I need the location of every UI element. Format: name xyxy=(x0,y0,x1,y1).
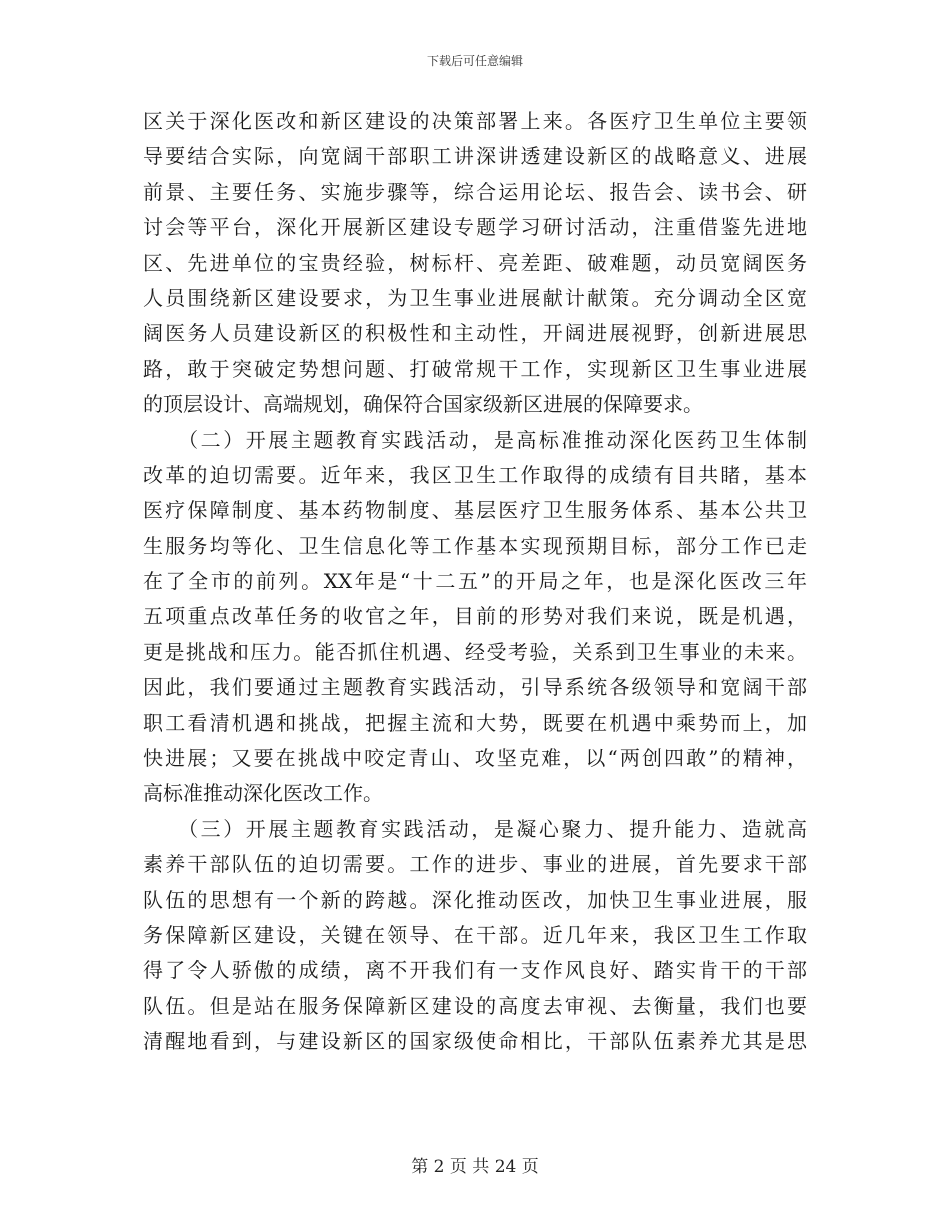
text-line: 清醒地看到，与建设新区的国家级使命相比，干部队伍素养尤其是思 xyxy=(143,1029,807,1054)
text-line: 得了令人骄傲的成绩，离不开我们有一支作风良好、踏实肯干的干部 xyxy=(143,958,807,983)
text-line: 素养干部队伍的迫切需要。工作的进步、事业的进展，首先要求干部 xyxy=(143,852,807,877)
text-line: 区、先进单位的宝贵经验，树标杆、亮差距、破难题，动员宽阔医务 xyxy=(143,250,807,275)
page-number-footer: 第 2 页 共 24 页 xyxy=(411,1157,539,1177)
text-line: 导要结合实际，向宽阔干部职工讲深讲透建设新区的战略意义、进展 xyxy=(143,144,807,169)
text-line: 讨会等平台，深化开展新区建设专题学习研讨活动，注重借鉴先进地 xyxy=(143,215,807,240)
text-line: （二）开展主题教育实践活动，是高标准推动深化医药卫生体制 xyxy=(143,427,807,452)
text-line: 高标准推动深化医改工作。 xyxy=(143,781,383,806)
document-body xyxy=(143,104,807,1060)
text-line: 前景、主要任务、实施步骤等，综合运用论坛、报告会、读书会、研 xyxy=(143,179,807,204)
text-line: 阔医务人员建设新区的积极性和主动性，开阔进展视野，创新进展思 xyxy=(143,321,807,346)
text-line: 人员围绕新区建设要求，为卫生事业进展献计献策。充分调动全区宽 xyxy=(143,285,807,310)
text-line: 五项重点改革任务的收官之年，目前的形势对我们来说，既是机遇， xyxy=(143,604,807,629)
text-line: 生服务均等化、卫生信息化等工作基本实现预期目标，部分工作已走 xyxy=(143,533,807,558)
text-line: （三）开展主题教育实践活动，是凝心聚力、提升能力、造就高 xyxy=(143,816,807,841)
text-line: 因此，我们要通过主题教育实践活动，引导系统各级领导和宽阔干部 xyxy=(143,675,807,700)
text-line: 路，敢于突破定势想问题、打破常规干工作，实现新区卫生事业进展 xyxy=(143,356,807,381)
text-line: 更是挑战和压力。能否抓住机遇、经受考验，关系到卫生事业的未来。 xyxy=(143,639,807,664)
text-line: 在了全市的前列。XX年是“十二五”的开局之年，也是深化医改三年 xyxy=(143,569,807,594)
text-line: 队伍的思想有一个新的跨越。深化推动医改，加快卫生事业进展，服 xyxy=(143,887,807,912)
text-line: 区关于深化医改和新区建设的决策部署上来。各医疗卫生单位主要领 xyxy=(143,109,807,133)
text-line: 务保障新区建设，关键在领导、在干部。近几年来，我区卫生工作取 xyxy=(143,922,807,947)
text-line: 队伍。但是站在服务保障新区建设的高度去审视、去衡量，我们也要 xyxy=(143,993,807,1018)
text-line: 快进展；又要在挑战中咬定青山、攻坚克难，以“两创四敢”的精神， xyxy=(143,746,807,771)
text-line: 医疗保障制度、基本药物制度、基层医疗卫生服务体系、基本公共卫 xyxy=(143,498,807,523)
text-line: 职工看清机遇和挑战，把握主流和大势，既要在机遇中乘势而上，加 xyxy=(143,710,807,735)
page-header: 下载后可任意编辑 xyxy=(426,54,523,68)
text-line: 改革的迫切需要。近年来，我区卫生工作取得的成绩有目共睹，基本 xyxy=(143,462,807,487)
text-line: 的顶层设计、高端规划，确保符合国家级新区进展的保障要求。 xyxy=(143,392,703,417)
